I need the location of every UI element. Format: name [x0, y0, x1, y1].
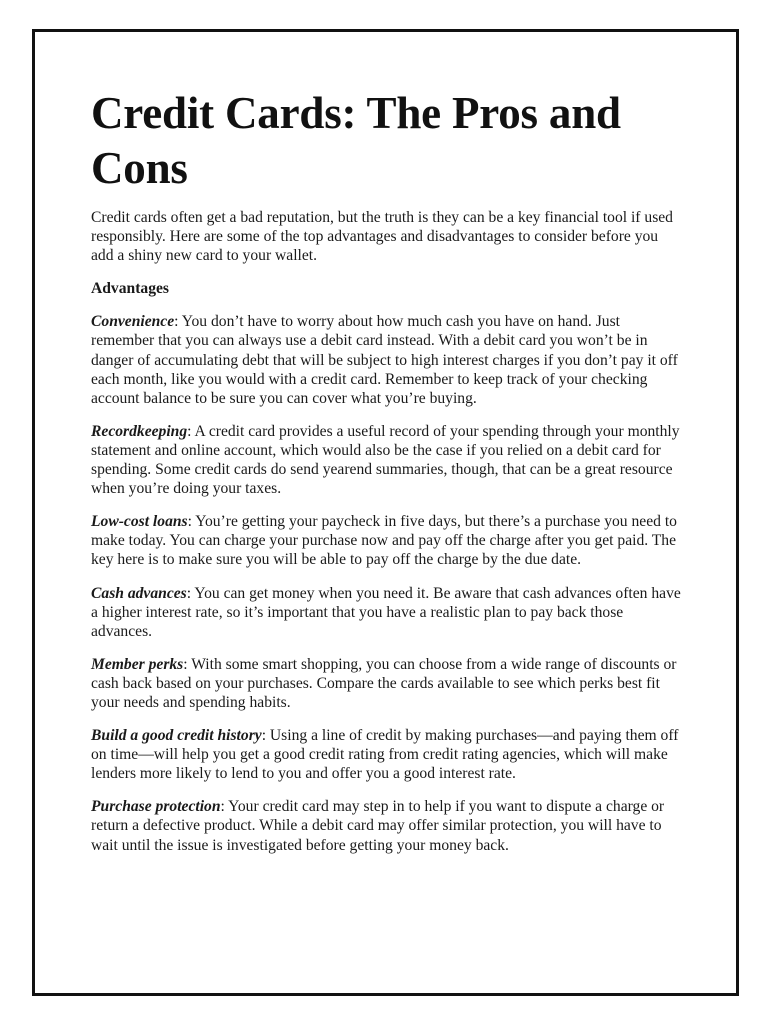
advantage-cash-advances — [91, 584, 681, 641]
term-label: Purchase protection — [91, 798, 221, 816]
section-heading-advantages: Advantages — [91, 280, 169, 298]
term-label: Low-cost loans — [91, 513, 188, 531]
term-label: Convenience — [91, 313, 175, 331]
advantage-credit-history — [91, 726, 681, 783]
advantage-recordkeeping — [91, 422, 681, 498]
term-description: : You don’t have to worry about how much cash you have on hand. Just remember that you can always use a debit card instead. With a debit card you won’t be in danger of accumulating debt that will be subject to high interest charges if you don’t pay it off each month, like you would with a credit card. Remember to keep track of your checking account balance to be sure you can cover what you’re buying. — [91, 313, 678, 407]
term-description: : A credit card provides a useful record of your spending through your monthly statement and online account, which would also be the case if you relied on a debit card for spending. Some credit cards do send yearend summaries, though, that can be a great resource when you’re doing your taxes. — [91, 422, 680, 498]
term-description: : You can get money when you need it. Be aware that cash advances often have a higher interest rate, so it’s important that you have a realistic plan to pay back those advances. — [91, 584, 681, 640]
term-label: Build a good credit history — [91, 727, 262, 745]
term-label: Member perks — [91, 655, 184, 673]
term-description: : Using a line of credit by making purchases—and paying them off on time—will help you get a good credit rating from credit rating agencies, which will make lenders more likely to lend to you and offer you a good interest rate. — [91, 727, 679, 783]
term-description: : With some smart shopping, you can choose from a wide range of discounts or cash back based on your purchases. Compare the cards available to see which perks best fit your needs and spending habits. — [91, 655, 677, 711]
advantage-purchase-protection — [91, 797, 681, 854]
advantage-convenience — [91, 312, 681, 407]
document-title: Credit Cards: The Pros and Cons — [91, 88, 621, 193]
document-body — [91, 86, 681, 869]
advantage-low-cost-loans — [91, 512, 681, 569]
term-description: : Your credit card may step in to help if you want to dispute a charge or return a defective product. While a debit card may offer similar protection, you will have to wait until the issue is investigated before getting your money back. — [91, 798, 665, 854]
term-label: Cash advances — [91, 584, 187, 602]
term-description: : You’re getting your paycheck in five days, but there’s a purchase you need to make today. You can charge your purchase now and pay off the charge after you get paid. The key here is to make sure you will be able to pay off the charge by the due date. — [91, 513, 677, 569]
term-label: Recordkeeping — [91, 422, 188, 440]
advantage-member-perks — [91, 655, 681, 712]
intro-paragraph: Credit cards often get a bad reputation, but the truth is they can be a key financial tool if used responsibly. Here are some of the top advantages and disadvantages to consider before you add a shiny new card to your wallet. — [91, 209, 673, 265]
